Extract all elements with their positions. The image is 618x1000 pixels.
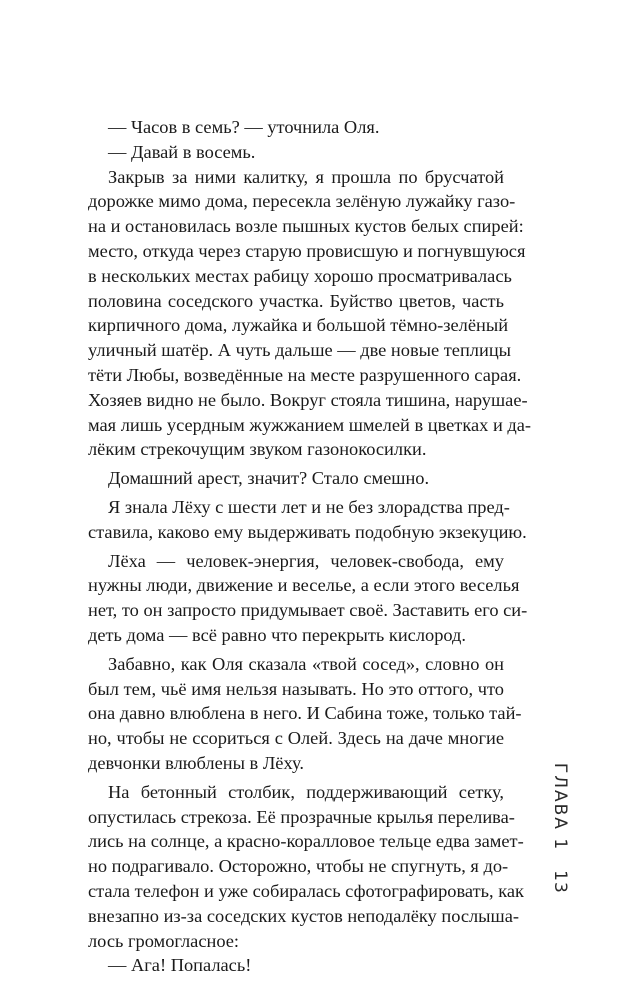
running-head bbox=[548, 752, 572, 892]
text-line: девчонки влюблены в Лёху. bbox=[88, 752, 304, 773]
text-line: тёти Любы, возведённые на месте разрушенного сарая. bbox=[88, 364, 522, 385]
text-line: лёким стрекочущим звуком газонокосилки. bbox=[88, 439, 427, 460]
text-line: Закрыв за ними калитку, я прошла по брусчатой bbox=[108, 166, 504, 187]
body-text bbox=[88, 115, 532, 978]
text-line: место, откуда через старую провисшую и погнувшуюся bbox=[88, 240, 526, 261]
text-line: ставила, каково ему выдерживать подобную экзекуцию. bbox=[88, 521, 527, 542]
text-line: Я знала Лёху с шести лет и не без злорадства пред- bbox=[108, 496, 510, 517]
text-line: лись на солнце, а красно-коралловое тельце едва замет- bbox=[88, 831, 524, 852]
text-line: Хозяев видно не было. Вокруг стояла тишина, нарушае- bbox=[88, 389, 528, 410]
text-line: — Часов в семь? — уточнила Оля. bbox=[108, 117, 380, 137]
text-line: мая лишь усердным жужжанием шмелей в цветках и да- bbox=[88, 414, 532, 435]
text-line: опустилась стрекоза. Её прозрачные крылья перелива- bbox=[88, 806, 515, 827]
text-line: стала телефон и уже собиралась сфотографировать, как bbox=[88, 880, 524, 901]
text-line: половина соседского участка. Буйство цветов, часть bbox=[88, 290, 504, 311]
text-line: На бетонный столбик, поддерживающий сетку, bbox=[108, 781, 504, 802]
page-number bbox=[548, 862, 572, 902]
text-line: деть дома — всё равно что перекрыть кислород. bbox=[88, 624, 467, 645]
chapter-label bbox=[548, 752, 572, 862]
page-number-text: 13 bbox=[549, 870, 570, 894]
text-line: но, чтобы не ссориться с Олей. Здесь на даче многие bbox=[88, 728, 504, 749]
text-line: дорожке мимо дома, пересекла зелёную лужайку газо- bbox=[88, 191, 516, 212]
text-line: кирпичного дома, лужайка и большой тёмно-зелёный bbox=[88, 315, 509, 336]
text-line: в нескольких местах рабицу хорошо просматривалась bbox=[88, 265, 512, 286]
text-line: уличный шатёр. А чуть дальше — две новые теплицы bbox=[88, 340, 512, 361]
text-line: Лёха — человек-энергия, человек-свобода, ему bbox=[108, 550, 504, 571]
text-line: но подрагивало. Осторожно, чтобы не спугнуть, я до- bbox=[88, 856, 509, 877]
text-line: внезапно из-за соседских кустов неподалёку послыша- bbox=[88, 905, 519, 926]
text-line: — Давай в восемь. bbox=[108, 141, 256, 162]
text-line: она давно влюблена в него. И Сабина тоже, только тай- bbox=[88, 703, 522, 724]
text-line: Забавно, как Оля сказала «твой сосед», словно он bbox=[108, 653, 504, 674]
text-line: нет, то он запросто придумывает своё. Заставить его си- bbox=[88, 600, 528, 621]
chapter-label-text: ГЛАВА 1 bbox=[550, 762, 571, 852]
text-line: был тем, чьё имя нельзя называть. Но это оттого, что bbox=[88, 678, 504, 699]
text-line: Домашний арест, значит? Стало смешно. bbox=[108, 468, 430, 489]
text-line: лось громогласное: bbox=[88, 930, 240, 951]
text-line: на и остановилась возле пышных кустов белых спирей: bbox=[88, 216, 524, 237]
text-line: — Ага! Попалась! bbox=[108, 955, 252, 976]
text-line: нужны люди, движение и веселье, а если этого веселья bbox=[88, 575, 520, 596]
